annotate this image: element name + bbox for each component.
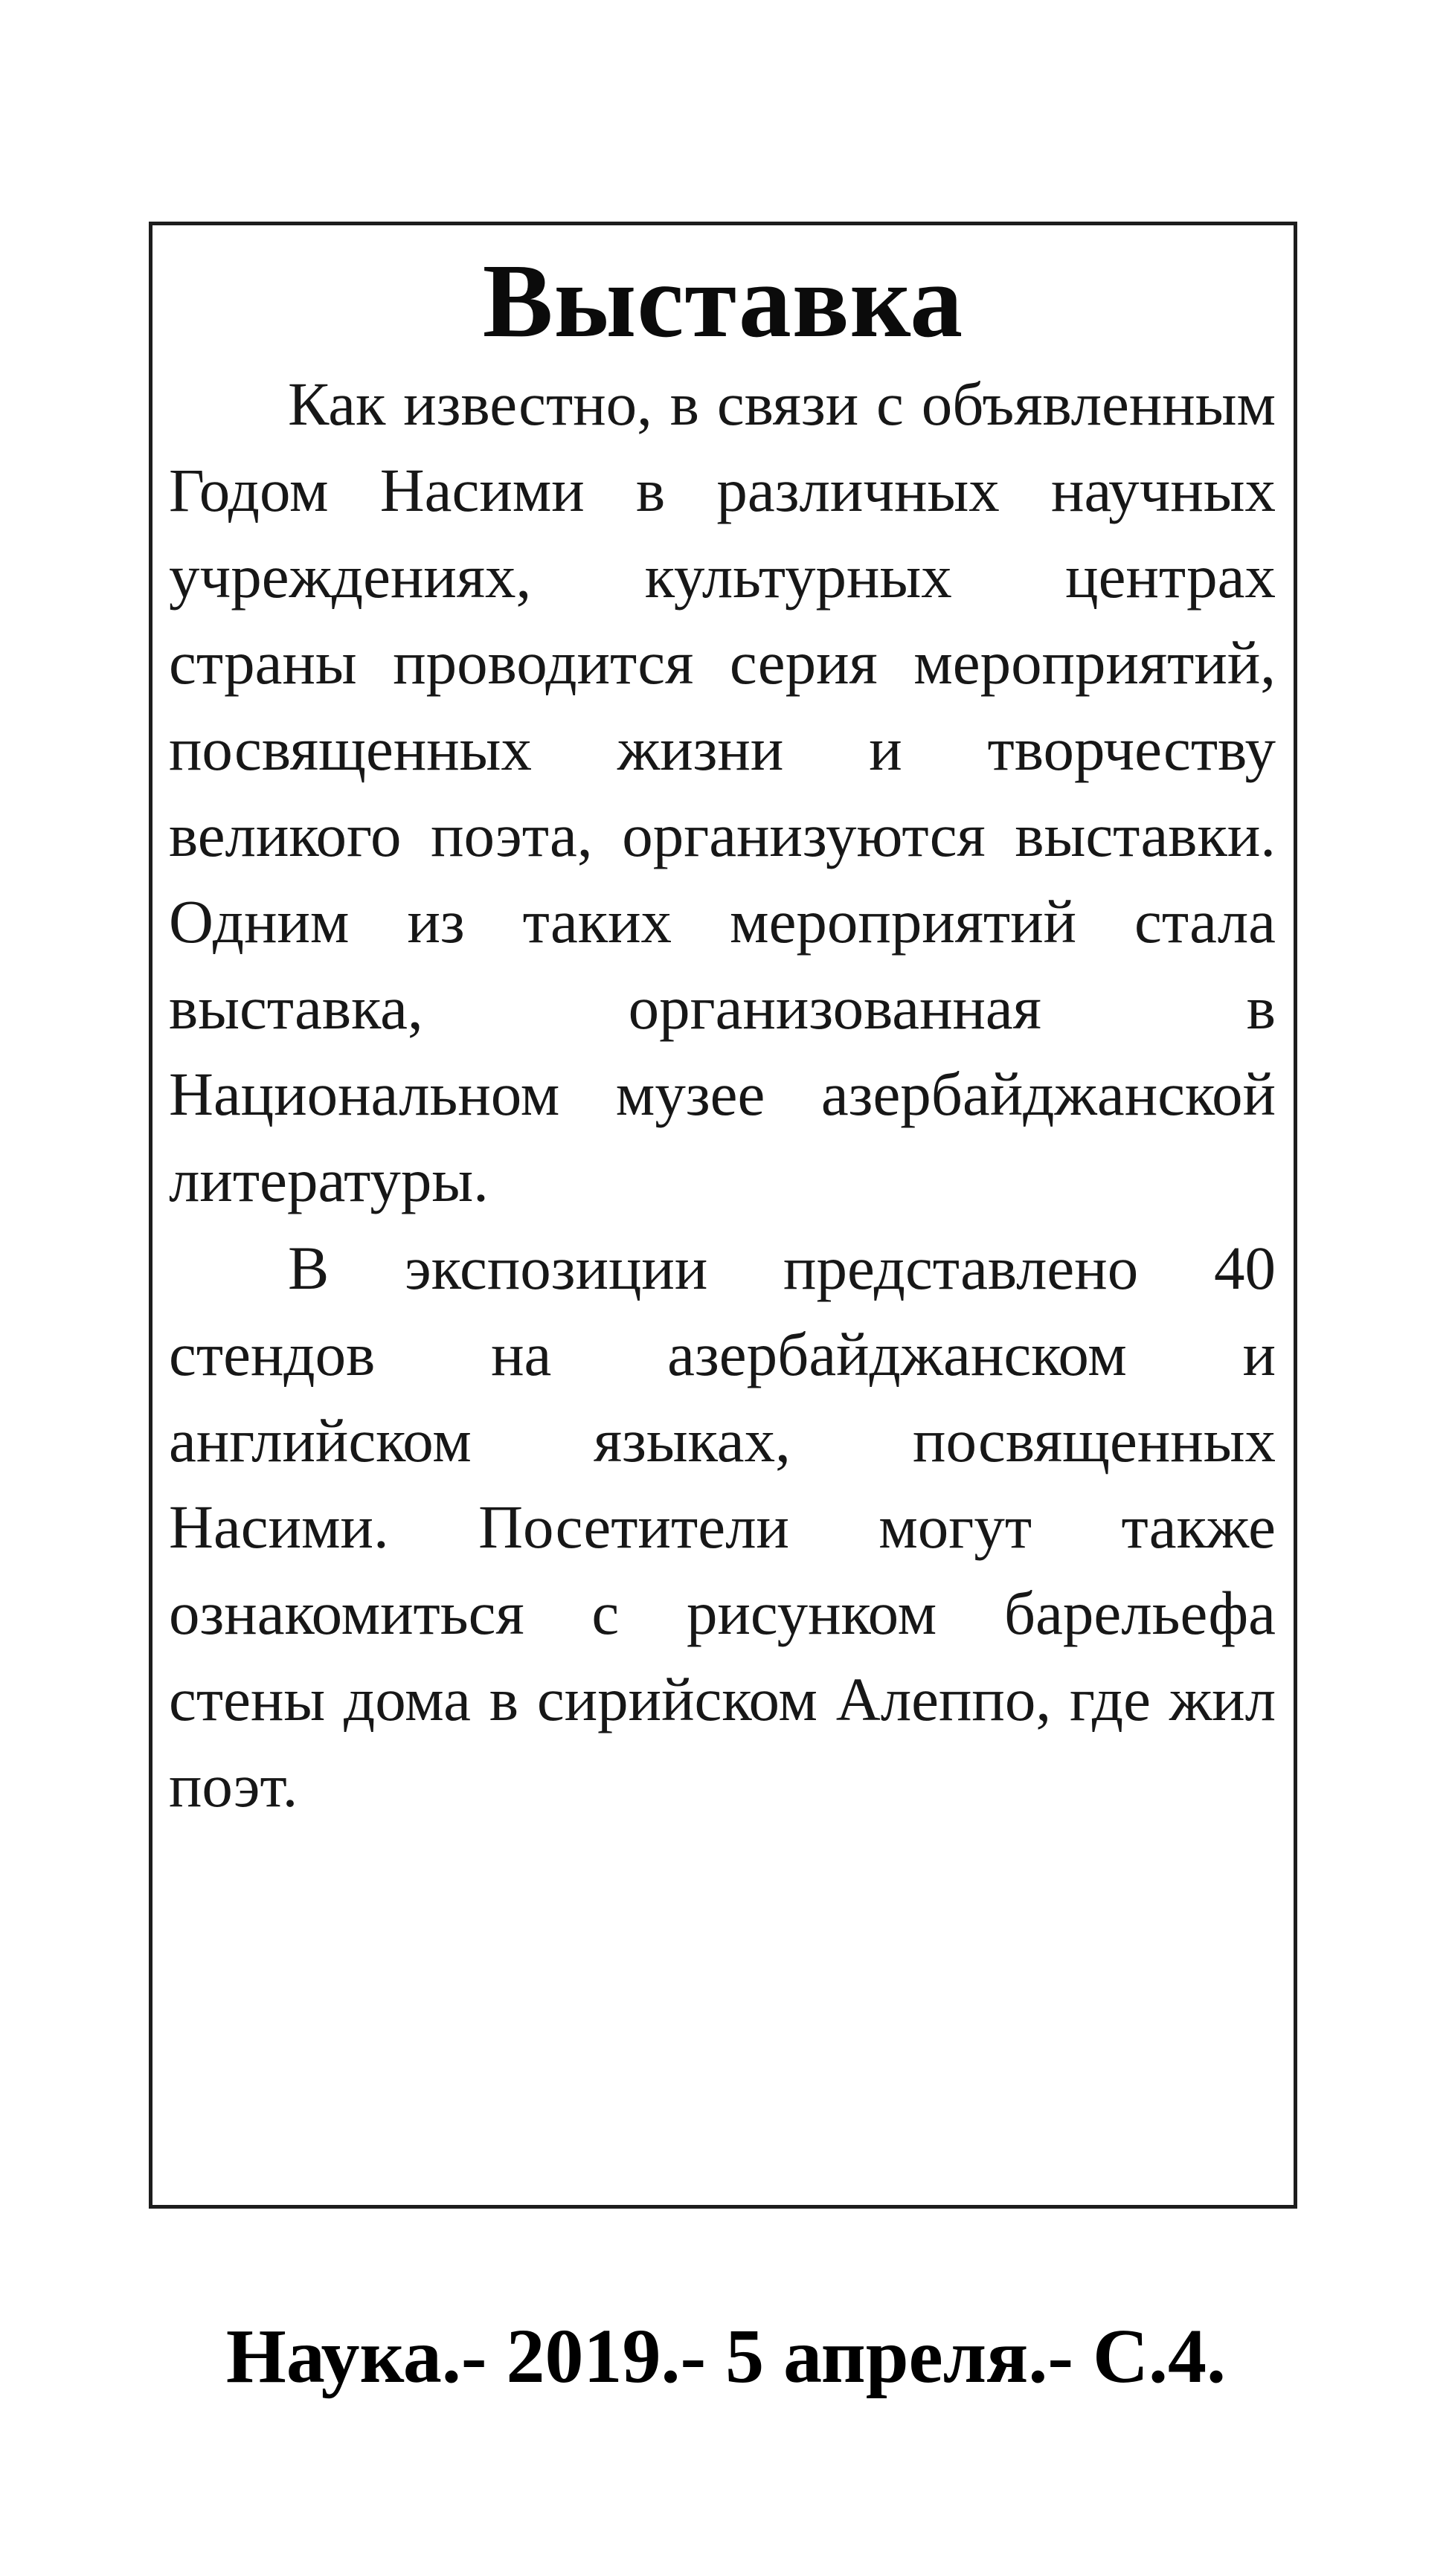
article-title: Выставка [482, 242, 964, 359]
source-citation: Наука.- 2019.- 5 апреля.- С.4. [225, 2313, 1227, 2399]
newspaper-clipping [149, 222, 1297, 2209]
article-body [169, 361, 1276, 1829]
article-paragraph-2: В экспозиции представлено 40 стендов на азербайджанском и английском языках, посвященных Насими. Посетители могут также ознакомиться с рисунком барельефа стены дома в сирийском Алеппо, где жил поэт. [169, 1234, 1276, 1820]
article-paragraph-1: Как известно, в связи с объявленным Годом Насими в различных научных учреждениях, культурных центрах страны проводится серия мероприятий, посвященных жизни и творчеству великого поэта, организуются выставки. Одним из таких мероприятий стала выставка, организованная в Национальном музее азербайджанской литературы. [169, 370, 1276, 1214]
